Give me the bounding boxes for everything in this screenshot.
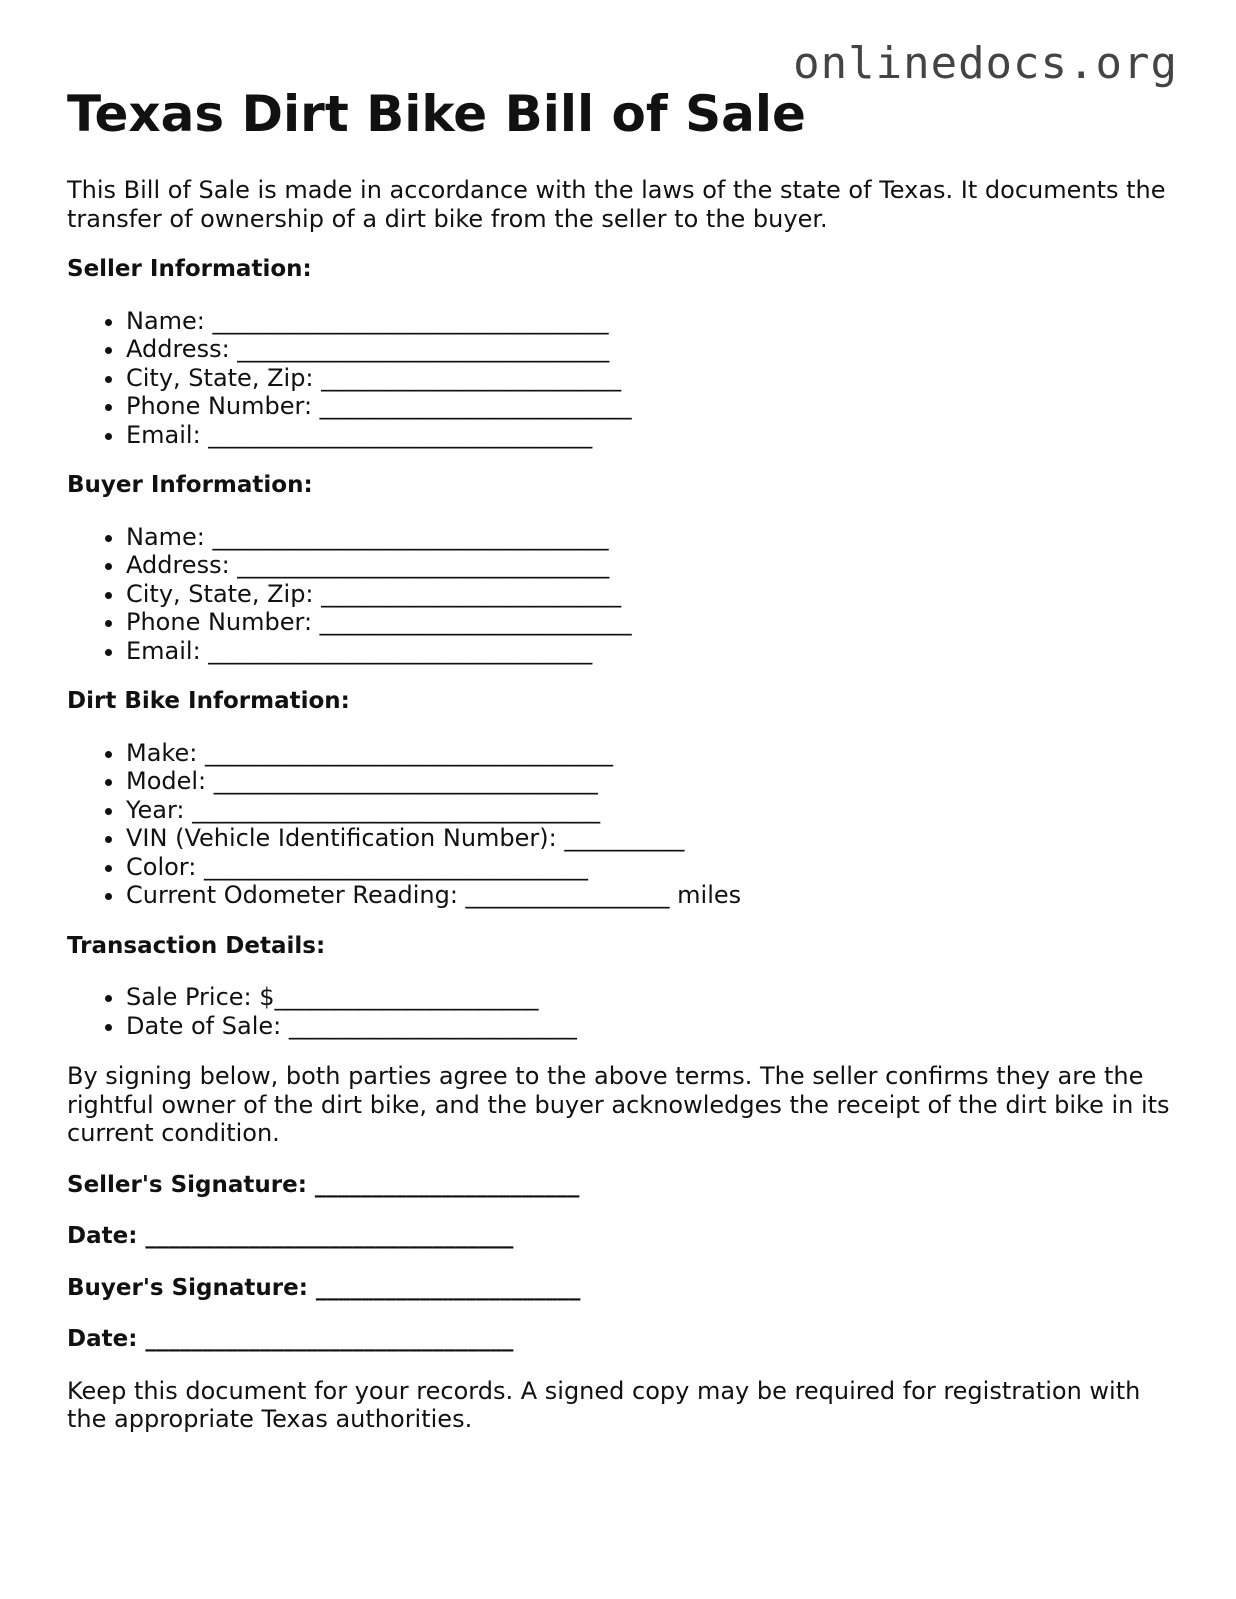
date-of-sale-field: • Date of Sale: ________________________ (126, 1012, 1177, 1041)
buyer-heading: Buyer Information: (67, 472, 313, 498)
bike-fields (67, 739, 1177, 910)
seller-fields (67, 307, 1177, 450)
seller-email-field: • Email: ________________________________ (126, 421, 1177, 450)
intro-paragraph: This Bill of Sale is made in accordance with the laws of the state of Texas. It documents the transfer of ownership of a dirt bike from the seller to the buyer. (67, 176, 1166, 233)
closing-paragraph: By signing below, both parties agree to the above terms. The seller confirms they are the rightful owner of the dirt bike, and the buyer acknowledges the receipt of the dirt bike in its current condition. (67, 1062, 1170, 1147)
seller-city-state-zip-field: • City, State, Zip: _________________________ (126, 364, 1177, 393)
footer-paragraph: Keep this document for your records. A signed copy may be required for registration with the appropriate Texas authorities. (67, 1376, 1141, 1433)
seller-heading: Seller Information: (67, 256, 312, 282)
buyer-phone-field: • Phone Number: __________________________ (126, 608, 1177, 637)
bike-odometer-field: • Current Odometer Reading: _________________ miles (126, 881, 1177, 910)
bike-make-field: • Make: __________________________________ (126, 739, 1177, 768)
bike-year-field: • Year: __________________________________ (126, 796, 1177, 825)
buyer-city-state-zip-field: • City, State, Zip: _________________________ (126, 580, 1177, 609)
transaction-heading: Transaction Details: (67, 932, 326, 959)
bike-heading: Dirt Bike Information: (67, 688, 350, 714)
buyer-name-field: • Name: _________________________________ (126, 523, 1177, 552)
bike-model-field: • Model: ________________________________ (126, 767, 1177, 796)
seller-signature-line: Seller's Signature: _______________________ (67, 1171, 580, 1198)
buyer-email-field: • Email: ________________________________ (126, 637, 1177, 666)
seller-address-field: • Address: _______________________________ (126, 335, 1177, 364)
buyer-fields (67, 523, 1177, 666)
bike-vin-field: • VIN (Vehicle Identification Number): __________ (126, 824, 1177, 853)
page-title: Texas Dirt Bike Bill of Sale (67, 85, 806, 143)
seller-name-field: • Name: _________________________________ (126, 307, 1177, 336)
seller-phone-field: • Phone Number: __________________________ (126, 392, 1177, 421)
buyer-signature-line: Buyer's Signature: _______________________ (67, 1274, 581, 1301)
document (67, 82, 1177, 1434)
buyer-address-field: • Address: _______________________________ (126, 551, 1177, 580)
seller-date-line: Date: ________________________________ (67, 1223, 514, 1249)
buyer-date-line: Date: ________________________________ (67, 1326, 514, 1352)
watermark: onlinedocs.org (793, 38, 1178, 89)
bike-color-field: • Color: ________________________________ (126, 853, 1177, 882)
transaction-fields (67, 983, 1177, 1040)
sale-price-field: • Sale Price: $______________________ (126, 983, 1177, 1012)
